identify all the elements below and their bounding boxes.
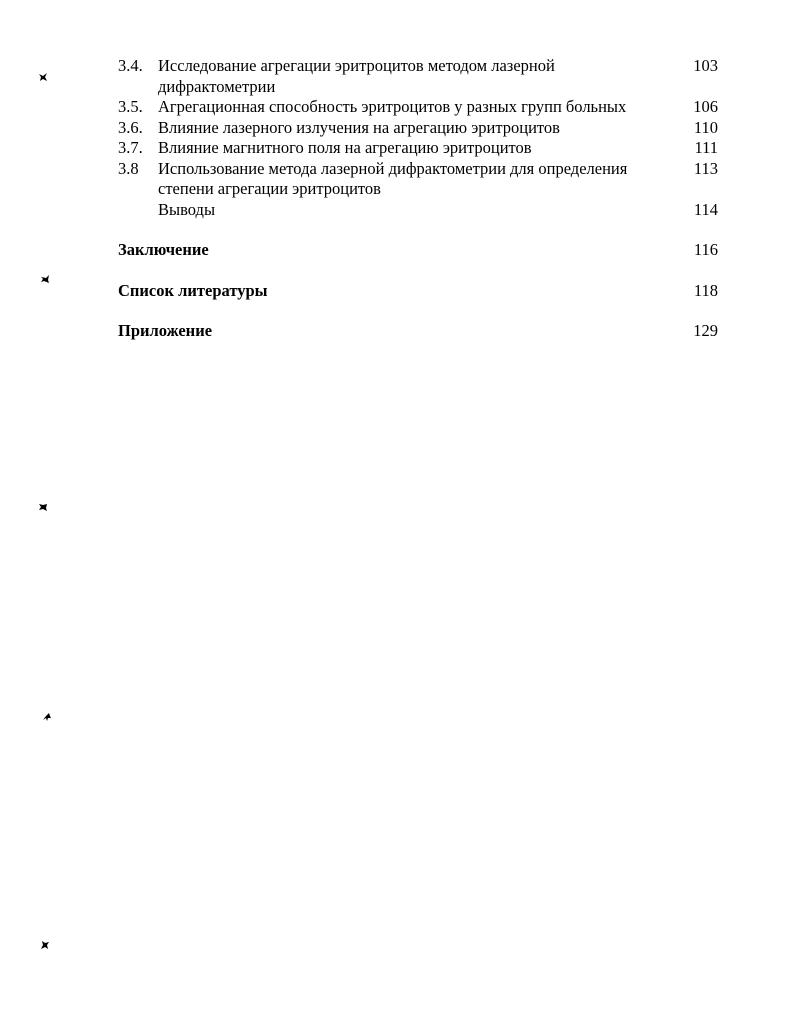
toc-entry-number: 3.5. xyxy=(118,97,143,116)
toc-entry-title: Агрегационная способность эритроцитов у разных групп больных xyxy=(158,97,627,116)
toc-entry-3-4 xyxy=(118,56,724,97)
scan-artifact-mark xyxy=(42,712,52,722)
toc-entry-page: 106 xyxy=(693,97,718,116)
toc-entry-number: 3.8 xyxy=(118,158,139,178)
toc-entry-page: 103 xyxy=(693,56,718,75)
toc-entry-3-7 xyxy=(118,138,724,159)
table-of-contents xyxy=(118,56,724,342)
scan-artifact-mark xyxy=(38,72,48,82)
toc-entry-page: 110 xyxy=(693,117,718,137)
toc-entry-title: Влияние магнитного поля на агрегацию эритроцитов xyxy=(158,138,532,157)
toc-section-title: Список литературы xyxy=(118,280,268,300)
toc-entry-page: 111 xyxy=(694,138,718,157)
scan-artifact-mark xyxy=(38,502,48,512)
scan-artifact-mark xyxy=(40,274,50,284)
toc-entry-page: 113 xyxy=(693,158,718,178)
toc-entry-number: 3.4. xyxy=(118,56,143,75)
toc-section-conclusion xyxy=(118,240,724,261)
toc-section-page: 129 xyxy=(693,321,718,340)
toc-entry-number: 3.6. xyxy=(118,117,143,137)
toc-entry-title: Использование метода лазерной дифрактометрии для определения степени агрегации эритроцитов xyxy=(158,158,628,198)
toc-entry-3-6 xyxy=(118,118,724,139)
toc-entry-page: 114 xyxy=(693,199,718,219)
toc-section-page: 118 xyxy=(693,280,718,300)
toc-entry-3-5 xyxy=(118,97,724,118)
toc-entry-title: Влияние лазерного излучения на агрегацию эритроцитов xyxy=(158,117,560,137)
toc-section-title: Приложение xyxy=(118,321,213,340)
toc-section-title: Заключение xyxy=(118,240,209,259)
toc-section-page: 116 xyxy=(693,240,718,259)
toc-section-appendix xyxy=(118,321,724,342)
scan-artifact-mark xyxy=(40,940,50,950)
toc-entry-3-8 xyxy=(118,159,724,200)
toc-entry-title: Исследование агрегации эритроцитов методом лазерной дифрактометрии xyxy=(158,56,555,96)
toc-entry-conclusions xyxy=(118,200,724,221)
toc-entry-number: 3.7. xyxy=(118,138,143,157)
toc-section-references xyxy=(118,281,724,302)
toc-entry-title: Выводы xyxy=(158,199,216,219)
